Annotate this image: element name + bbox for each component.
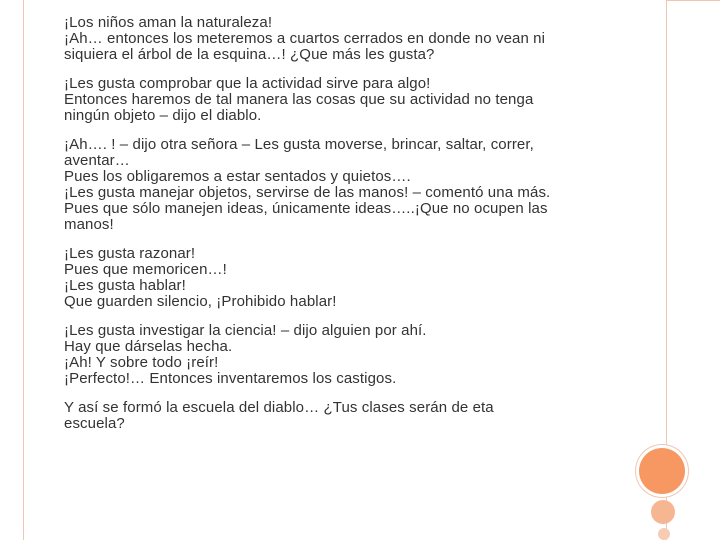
text-line: ningún objeto – dijo el diablo. [64, 107, 262, 124]
text-line: ¡Les gusta comprobar que la actividad sirve para algo! [64, 75, 431, 92]
decorative-large-circle [639, 448, 685, 494]
text-line: escuela? [64, 415, 125, 432]
decorative-medium-circle [651, 500, 675, 524]
paragraph-3 [64, 137, 624, 233]
text-line: Que guarden silencio, ¡Prohibido hablar! [64, 293, 337, 310]
text-line: aventar… [64, 152, 130, 169]
text-line: Y así se formó la escuela del diablo… ¿Tus clases serán de eta [64, 399, 494, 416]
paragraph-6 [64, 400, 624, 432]
paragraph-2 [64, 76, 624, 124]
text-line: ¡Perfecto!… Entonces inventaremos los castigos. [64, 370, 397, 387]
text-line: siquiera el árbol de la esquina…! ¿Que más les gusta? [64, 46, 435, 63]
top-right-border-line [666, 0, 720, 1]
text-line: Pues que memoricen…! [64, 261, 227, 278]
text-line: ¡Les gusta manejar objetos, servirse de las manos! – comentó una más. [64, 184, 551, 201]
text-line: Entonces haremos de tal manera las cosas que su actividad no tenga [64, 91, 534, 108]
text-line: ¡Les gusta investigar la ciencia! – dijo alguien por ahí. [64, 322, 427, 339]
text-line: Hay que dárselas hecha. [64, 338, 233, 355]
text-line: ¡Les gusta razonar! [64, 245, 196, 262]
text-line: ¡Los niños aman la naturaleza! [64, 14, 273, 31]
text-line: manos! [64, 216, 114, 233]
text-line: Pues los obligaremos a estar sentados y quietos…. [64, 168, 411, 185]
text-line: ¡Ah…. ! – dijo otra señora – Les gusta moverse, brincar, saltar, correr, [64, 136, 534, 153]
text-line: Pues que sólo manejen ideas, únicamente ideas…..¡Que no ocupen las [64, 200, 548, 217]
text-line: ¡Ah… entonces los meteremos a cuartos cerrados en donde no vean ni [64, 30, 546, 47]
decorative-small-circle [658, 528, 670, 540]
paragraph-5 [64, 323, 624, 387]
text-line: ¡Ah! Y sobre todo ¡reír! [64, 354, 219, 371]
left-border-line [23, 0, 24, 540]
paragraph-4 [64, 246, 624, 310]
slide-text-body [64, 15, 624, 445]
text-line: ¡Les gusta hablar! [64, 277, 186, 294]
paragraph-1 [64, 15, 624, 63]
